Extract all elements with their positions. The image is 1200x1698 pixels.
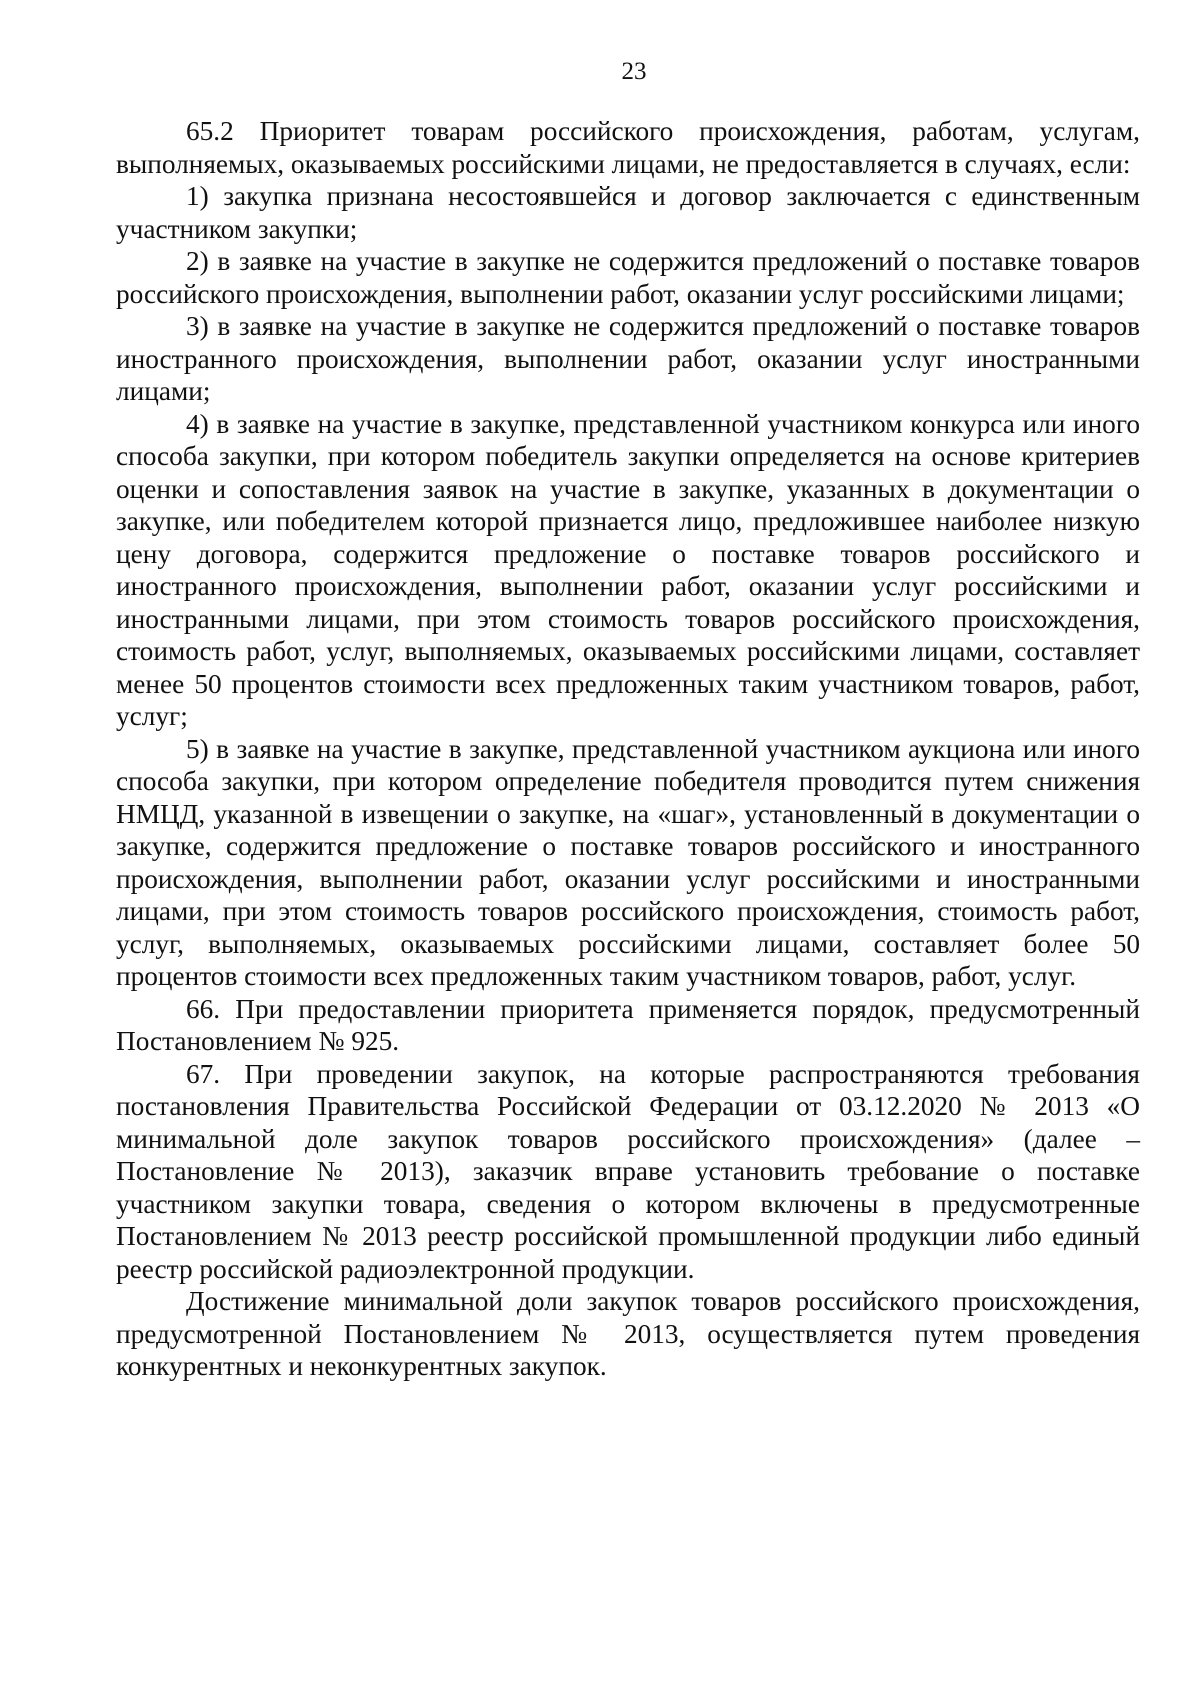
page-number: 23	[621, 58, 647, 85]
list-item-5: 5) в заявке на участие в закупке, представленной участником аукциона или иного способа закупки, при котором определение победителя проводится путем снижения НМЦД, указанной в извещении о закупке, на «шаг», установленный в документации о закупке, содержится предложение о поставке товаров российского и иностранного происхождения, выполнении работ, оказании услуг российскими и иностранными лицами, при этом стоимость товаров российского происхождения, стоимость работ, услуг, выполняемых, оказываемых российскими лицами, составляет более 50 процентов стоимости всех предложенных таким участником товаров, работ, услуг.	[116, 733, 1140, 991]
paragraph-67: 67. При проведении закупок, на которые распространяются требования постановления Правительства Российской Федерации от 03.12.2020 № 2013 «О минимальной доле закупок товаров российского происхождения» (далее – Постановление № 2013), заказчик вправе установить требование о поставке участником закупки товара, сведения о котором включены в предусмотренные Постановлением № 2013 реестр российской промышленной продукции либо единый реестр российской радиоэлектронной продукции.	[116, 1058, 1140, 1284]
list-item-3: 3) в заявке на участие в закупке не содержится предложений о поставке товаров иностранного происхождения, выполнении работ, оказании услуг иностранными лицами;	[116, 311, 1140, 406]
paragraph-66: 66. При предоставлении приоритета применяется порядок, предусмотренный Постановлением № 925.	[116, 993, 1140, 1056]
document-body	[116, 115, 1140, 1383]
list-item-2: 2) в заявке на участие в закупке не содержится предложений о поставке товаров российского происхождения, выполнении работ, оказании услуг российскими лицами;	[116, 246, 1140, 309]
paragraph-67-continuation: Достижение минимальной доли закупок товаров российского происхождения, предусмотренной Постановлением № 2013, осуществляется путем проведения конкурентных и неконкурентных закупок.	[116, 1286, 1140, 1381]
list-item-1: 1) закупка признана несостоявшейся и договор заключается с единственным участником закупки;	[116, 181, 1140, 244]
list-item-4: 4) в заявке на участие в закупке, представленной участником конкурса или иного способа закупки, при котором победитель закупки определяется на основе критериев оценки и сопоставления заявок на участие в закупке, указанных в документации о закупке, или победителем которой признается лицо, предложившее наиболее низкую цену договора, содержится предложение о поставке товаров российского и иностранного происхождения, выполнении работ, оказании услуг российскими и иностранными лицами, при этом стоимость товаров российского происхождения, стоимость работ, услуг, выполняемых, оказываемых российскими лицами, составляет менее 50 процентов стоимости всех предложенных таким участником товаров, работ, услуг;	[116, 408, 1140, 731]
paragraph-65-2-intro: 65.2 Приоритет товарам российского происхождения, работам, услугам, выполняемых, оказываемых российскими лицами, не предоставляется в случаях, если:	[116, 116, 1140, 179]
